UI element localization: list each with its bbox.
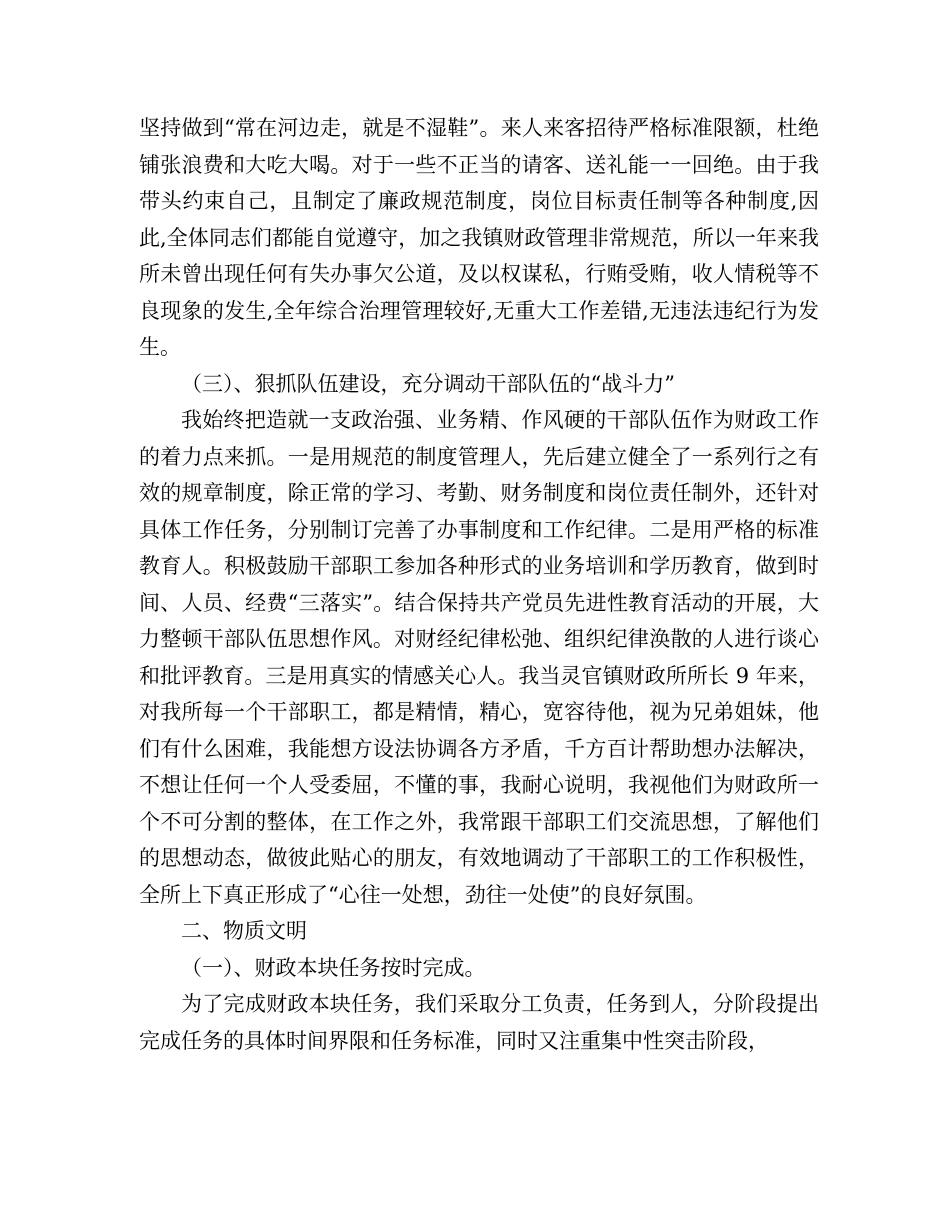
document-body [139,110,819,1059]
paragraph-finance-tasks: 为了完成财政本块任务，我们采取分工负责，任务到人，分阶段提出完成任务的具体时间界限和任务标准，同时又注重集中性突击阶段， [139,992,819,1053]
paragraph-integrity: 坚持做到“常在河边走，就是不湿鞋”。来人来客招待严格标准限额，杜绝铺张浪费和大吃大喝。对于一些不正当的请客、送礼能一一回绝。由于我带头约束自己，且制定了廉政规范制度，岗位目标责任制等各种制度,因此,全体同志们都能自觉遵守，加之我镇财政管理非常规范，所以一年来我所未曾出现任何有失办事欠公道，及以权谋私，行贿受贿，收人情税等不良现象的发生,全年综合治理管理较好,无重大工作差错,无违法违纪行为发生。 [139,116,819,359]
subsection-heading-finance-tasks: （一）、财政本块任务按时完成。 [181,955,486,980]
section-heading-material-civilization: 二、物质文明 [181,919,307,943]
paragraph-team-building: 我始终把造就一支政治强、业务精、作风硬的干部队伍作为财政工作的着力点来抓。一是用规范的制度管理人，先后建立健全了一系列行之有效的规章制度，除正常的学习、考勤、财务制度和岗位责任制外，还针对具体工作任务，分别制订完善了办事制度和工作纪律。二是用严格的标准教育人。积极鼓励干部职工参加各种形式的业务培训和学历教育，做到时间、人员、经费“三落实”。结合保持共产党员先进性教育活动的开展，大力整顿干部队伍思想作风。对财经纪律松弛、组织纪律涣散的人进行谈心和批评教育。三是用真实的情感关心人。我当灵官镇财政所所长 9 年来，对我所每一个干部职工，都是精情，精心，宽容待他，视为兄弟姐妹，他们有什么困难，我能想方设法协调各方矛盾，千方百计帮助想办法解决，不想让任何一个人受委屈，不懂的事，我耐心说明，我视他们为财政所一个不可分割的整体，在工作之外，我常跟干部职工们交流思想，了解他们的思想动态，做彼此贴心的朋友，有效地调动了干部职工的工作积极性，全所上下真正形成了“心往一处想，劲往一处使”的良好氛围。 [139,408,819,907]
section-heading-team-building: （三）、狠抓队伍建设，充分调动干部队伍的“战斗力” [181,371,675,396]
